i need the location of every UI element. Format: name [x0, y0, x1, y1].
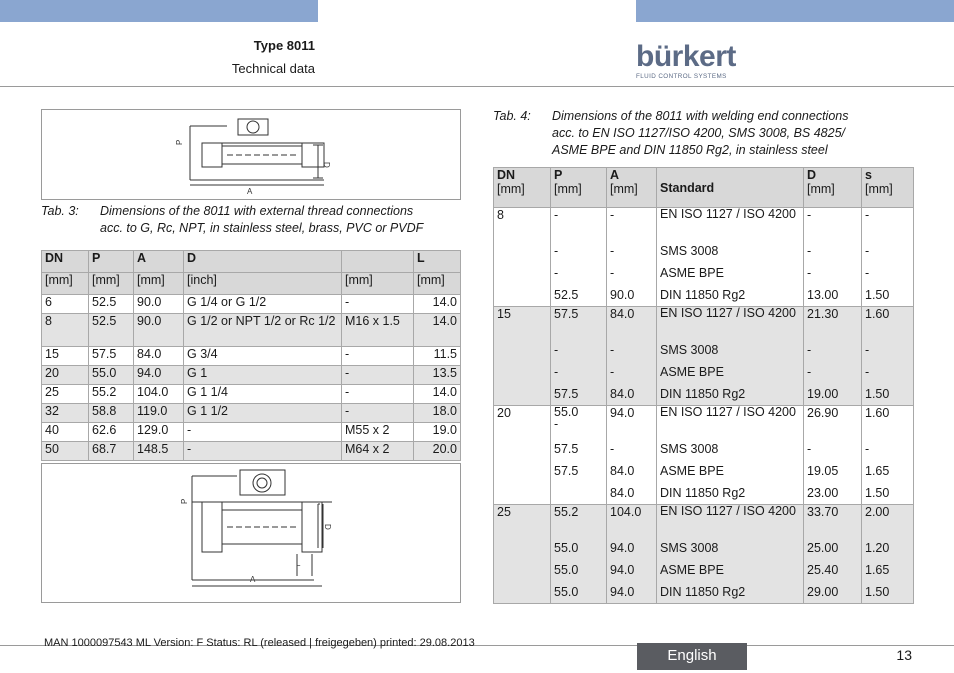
table-row: 25 55.2 104.0 G 1 1/4 - 14.0 [42, 385, 461, 404]
tab3-col-d: D [184, 251, 342, 273]
header-divider [0, 86, 954, 87]
label-a-top: A [247, 187, 253, 196]
tab3-unit-dmm: [mm] [342, 273, 414, 295]
tab3-unit-p: [mm] [89, 273, 134, 295]
tab4-col-p: P [mm] [551, 168, 607, 208]
document-version-line: MAN 1000097543 ML Version: F Status: RL (released | freigegeben) printed: 29.08.2013 [44, 637, 475, 649]
tab4-number: Tab. 4: [493, 109, 531, 123]
tab3-unit-l: [mm] [414, 273, 461, 295]
tab4-col-standard: Standard [657, 168, 804, 208]
tab3-unit-dn: [mm] [42, 273, 89, 295]
tab3-col-a: A [134, 251, 184, 273]
table-row: 6 52.5 90.0 G 1/4 or G 1/2 - 14.0 [42, 295, 461, 314]
label-l-bottom: L [296, 559, 301, 568]
tab3-unit-d: [inch] [184, 273, 342, 295]
tab4-table [493, 167, 914, 604]
table-row: 15 57.5 - - 57.5 84.0 - - 84.0 EN ISO 1127 / ISO 4200 SMS 3008 ASME BPE DIN 11850 Rg2 21.30 - - 19.00 1.60 - - 1.50 [494, 307, 914, 406]
tab3-caption [41, 203, 459, 237]
tab3-col-dn: DN [42, 251, 89, 273]
tab4-caption [493, 108, 913, 158]
tab3-caption-line2: acc. to G, Rc, NPT, in stainless steel, brass, PVC or PVDF [100, 221, 424, 235]
table-row: 40 62.6 129.0 - M55 x 2 19.0 [42, 423, 461, 442]
valve-drawing-bottom [42, 464, 460, 602]
tab3-table [41, 250, 461, 461]
tab4-caption-line3: ASME BPE and DIN 11850 Rg2, in stainless steel [552, 143, 828, 157]
tab4-col-d: D [mm] [804, 168, 862, 208]
tab4-caption-line1: Dimensions of the 8011 with welding end connections [552, 109, 849, 123]
tab4-col-dn: DN [mm] [494, 168, 551, 208]
tab3-col-dmm [342, 251, 414, 273]
tab3-number: Tab. 3: [41, 204, 79, 218]
figure-external-thread-2 [41, 463, 461, 603]
label-p-top: P [175, 139, 184, 145]
table-row: 20 55.0 - 57.5 57.5 94.0 - 84.0 84.0 EN ISO 1127 / ISO 4200 SMS 3008 ASME BPE DIN 11850 Rg2 26.90 - 19.05 23.00 1.60 - 1.65 1.50 [494, 406, 914, 505]
section-subtitle: Technical data [231, 61, 315, 76]
language-tab: English [637, 643, 747, 670]
table-row: 32 58.8 119.0 G 1 1/2 - 18.0 [42, 404, 461, 423]
tab4-col-s: s [mm] [862, 168, 914, 208]
valve-drawing-top [42, 110, 460, 199]
tab4-col-a: A [mm] [607, 168, 657, 208]
table-row: 50 68.7 148.5 - M64 x 2 20.0 [42, 442, 461, 461]
tab3-caption-line1: Dimensions of the 8011 with external thread connections [100, 204, 414, 218]
label-a-bottom: A [250, 575, 256, 584]
table-row: 8 52.5 90.0 G 1/2 or NPT 1/2 or Rc 1/2 M16 x 1.5 14.0 [42, 314, 461, 347]
table-row: 15 57.5 84.0 G 3/4 - 11.5 [42, 347, 461, 366]
label-d-top: D [322, 162, 331, 168]
figure-external-thread [41, 109, 461, 200]
header-bar-left [0, 0, 318, 22]
tab3-col-p: P [89, 251, 134, 273]
header-bar-right [636, 0, 954, 22]
table-row: 8 - - - 52.5 - - - 90.0 EN ISO 1127 / ISO 4200 SMS 3008 ASME BPE DIN 11850 Rg2 - - - 13.00 - - - 1.50 [494, 208, 914, 307]
label-d-bottom: D [323, 524, 332, 530]
logo-tagline: FLUID CONTROL SYSTEMS [636, 73, 727, 80]
burkert-logo [636, 40, 736, 80]
table-row: 25 55.2 55.0 55.0 55.0 104.0 94.0 94.0 94.0 EN ISO 1127 / ISO 4200 SMS 3008 ASME BPE DIN 11850 Rg2 33.70 25.00 25.40 29.00 2.00 1.20 1.65 1.50 [494, 505, 914, 604]
document-type-title: Type 8011 [253, 38, 315, 53]
page-number: 13 [896, 647, 912, 663]
tab3-unit-a: [mm] [134, 273, 184, 295]
tab3-col-l: L [414, 251, 461, 273]
logo-word: bürkert [636, 40, 736, 73]
table-row: 20 55.0 94.0 G 1 - 13.5 [42, 366, 461, 385]
label-p-bottom: P [180, 498, 189, 504]
tab4-caption-line2: acc. to EN ISO 1127/ISO 4200, SMS 3008, BS 4825/ [552, 126, 845, 140]
